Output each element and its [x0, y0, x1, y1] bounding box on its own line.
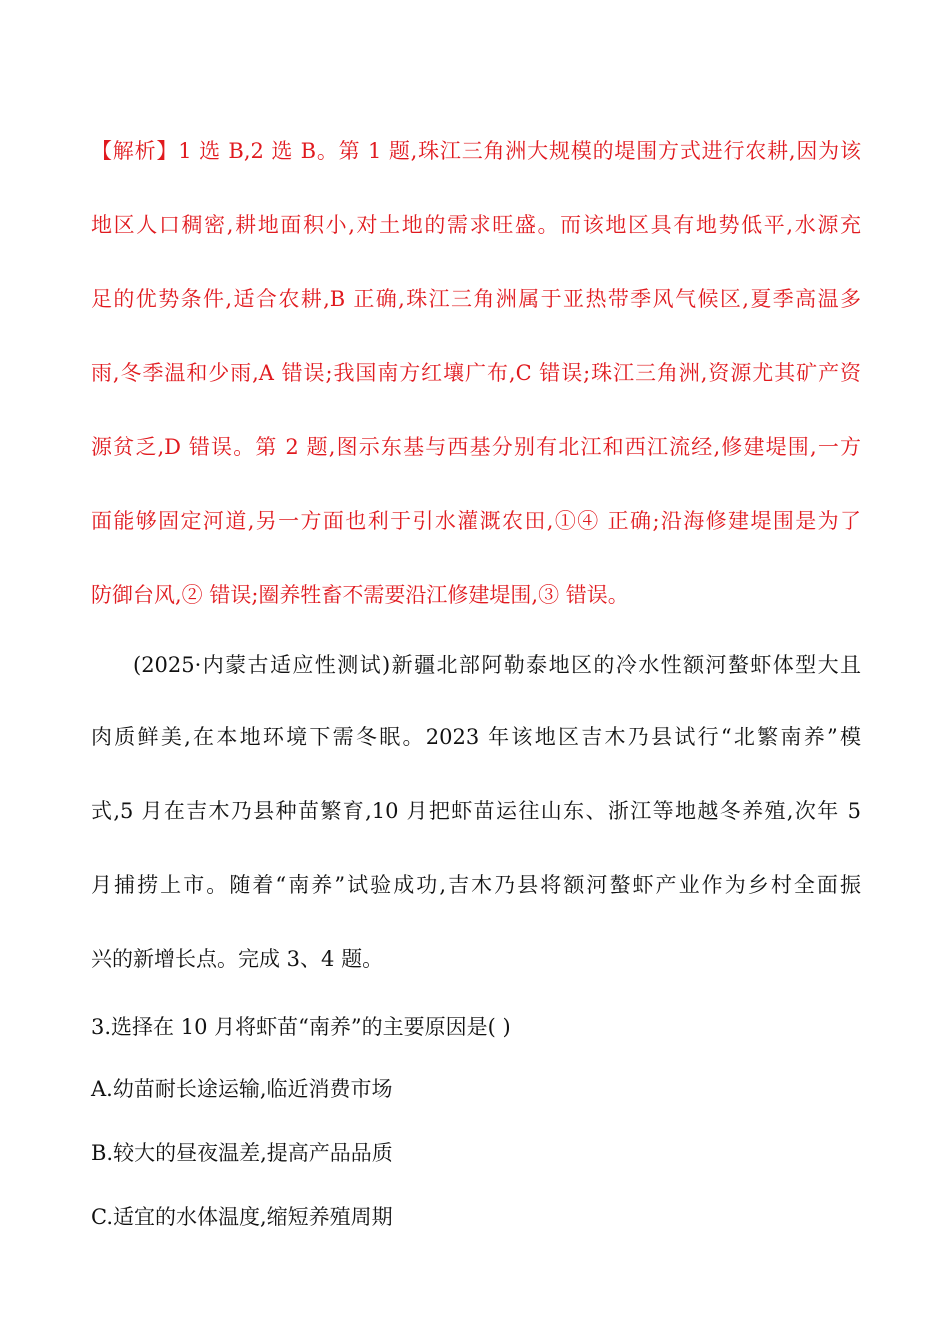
- analysis-line-4: 雨,冬季温和少雨,A 错误;我国南方红壤广布,C 错误;珠江三角洲,资源尤其矿产资: [91, 361, 861, 385]
- passage-line-4: 月捕捞上市。随着“南养”试验成功,吉木乃县将额河螯虾产业作为乡村全面振: [91, 873, 861, 897]
- question-3-option-a: A.幼苗耐长途运输,临近消费市场: [91, 1077, 393, 1101]
- passage-line-3: 式,5 月在吉木乃县种苗繁育,10 月把虾苗运往山东、浙江等地越冬养殖,次年 5: [91, 799, 861, 823]
- question-3-option-b: B.较大的昼夜温差,提高产品品质: [91, 1141, 393, 1165]
- analysis-line-2: 地区人口稠密,耕地面积小,对土地的需求旺盛。而该地区具有地势低平,水源充: [91, 213, 861, 237]
- analysis-line-3: 足的优势条件,适合农耕,B 正确,珠江三角洲属于亚热带季风气候区,夏季高温多: [91, 287, 861, 311]
- analysis-line-1: 【解析】1 选 B,2 选 B。第 1 题,珠江三角洲大规模的堤围方式进行农耕,因为该: [91, 139, 861, 163]
- question-3-option-c: C.适宜的水体温度,缩短养殖周期: [91, 1205, 393, 1229]
- analysis-line-6: 面能够固定河道,另一方面也利于引水灌溉农田,①④ 正确;沿海修建堤围是为了: [91, 509, 861, 533]
- passage-line-5: 兴的新增长点。完成 3、4 题。: [91, 947, 384, 971]
- analysis-line-5: 源贫乏,D 错误。第 2 题,图示东基与西基分别有北江和西江流经,修建堤围,一方: [91, 435, 861, 459]
- passage-line-2: 肉质鲜美,在本地环境下需冬眠。2023 年该地区吉木乃县试行“北繁南养”模: [91, 725, 861, 749]
- analysis-line-7: 防御台风,② 错误;圈养牲畜不需要沿江修建堤围,③ 错误。: [91, 583, 629, 607]
- passage-line-1: (2025·内蒙古适应性测试)新疆北部阿勒泰地区的冷水性额河螯虾体型大且: [133, 653, 861, 677]
- question-3-stem: 3.选择在 10 月将虾苗“南养”的主要原因是( ): [91, 1015, 511, 1039]
